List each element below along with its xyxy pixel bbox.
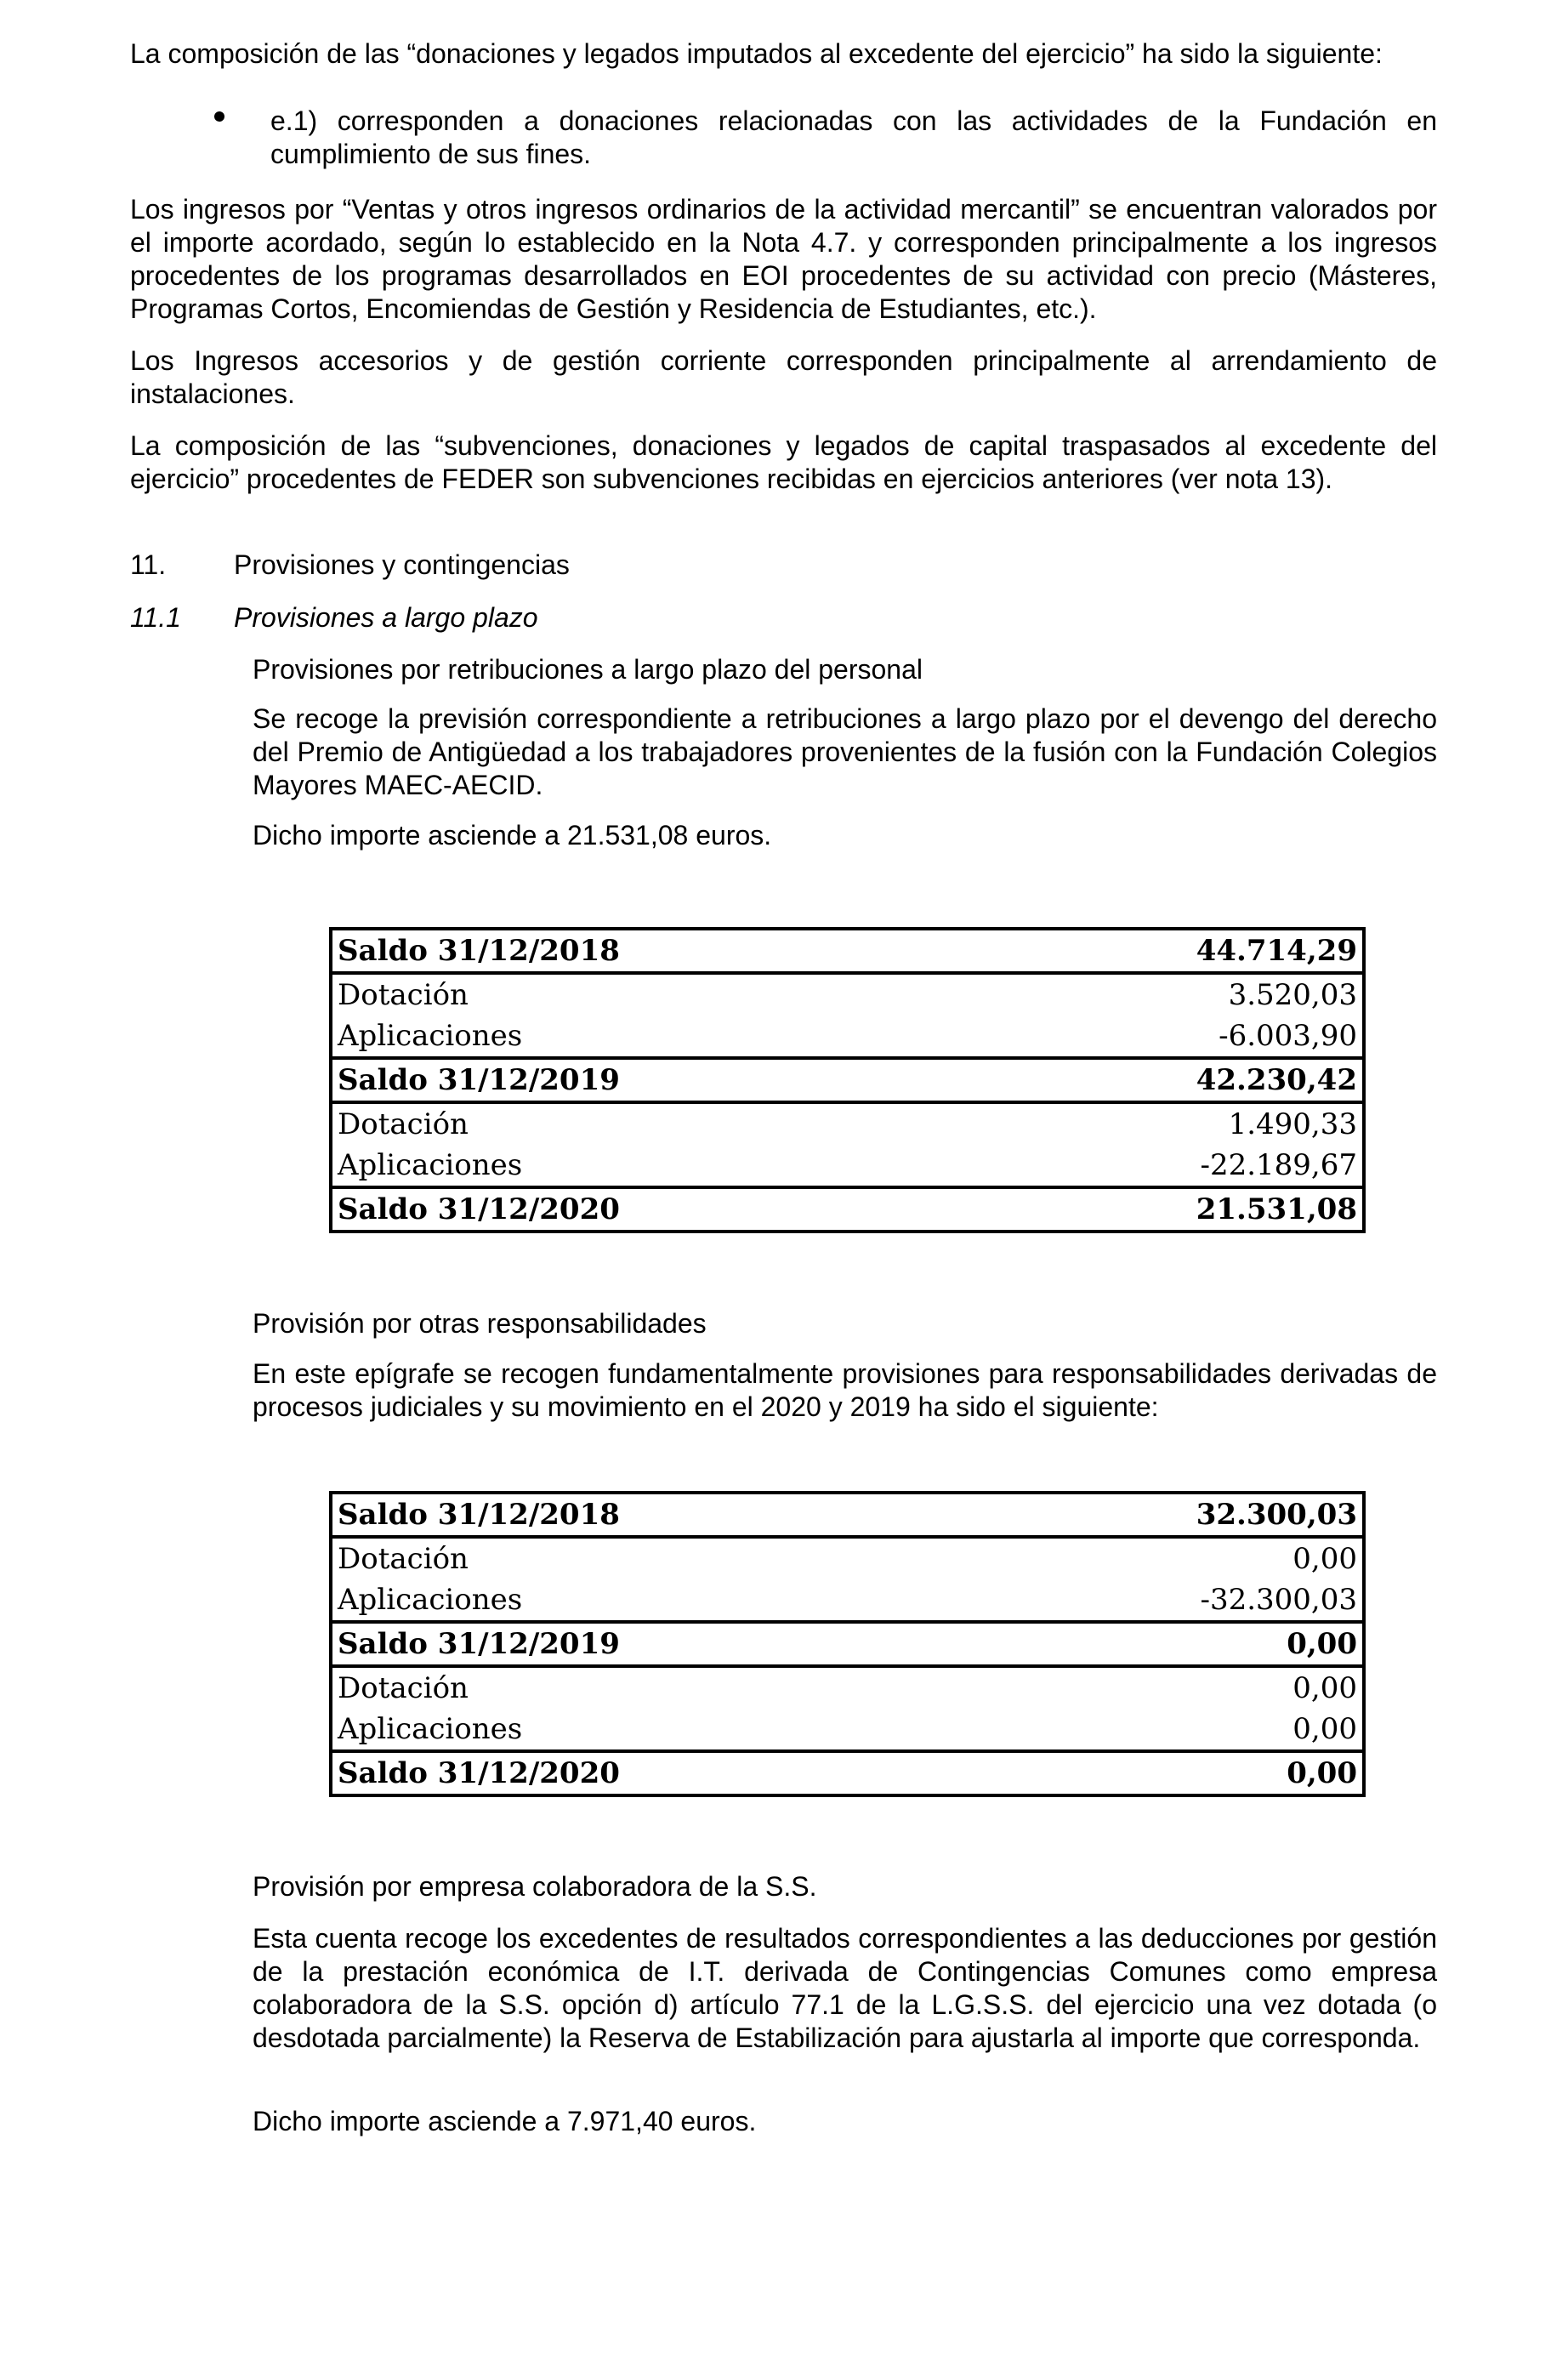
row-label: Aplicaciones: [338, 1583, 523, 1617]
row-value: 21.531,08: [848, 1187, 1365, 1232]
row-value: 44.714,29: [848, 929, 1365, 973]
row-label: Aplicaciones: [338, 1148, 523, 1182]
table-row: [331, 1493, 1364, 1537]
table-row: [331, 1187, 1364, 1232]
colaboradora-heading: Provisión por empresa colaboradora de la S.S.: [253, 1871, 817, 1902]
row-label: Dotación: [338, 978, 469, 1012]
retribuciones-amount-line: Dicho importe asciende a 21.531,08 euros.: [253, 820, 772, 851]
row-label: Saldo 31/12/2019: [331, 1622, 848, 1666]
row-value: 0,00: [848, 1751, 1365, 1795]
row-value: 0,00: [1292, 1712, 1357, 1746]
section-number: 11.: [130, 549, 167, 580]
table-row: [331, 1709, 1364, 1751]
row-value: -22.189,67: [1200, 1148, 1357, 1182]
row-label: Saldo 31/12/2020: [331, 1751, 848, 1795]
row-label: Aplicaciones: [338, 1019, 523, 1053]
retribuciones-heading: Provisiones por retribuciones a largo plazo del personal: [253, 654, 923, 685]
retribuciones-paragraph: Se recoge la previsión correspondiente a retribuciones a largo plazo por el devengo del derecho del Premio de Antigüedad a los trabajadores provenientes de la fusión con la Fundación Colegios Mayores MAEC-AECID.: [253, 703, 1437, 800]
row-value: 1.490,33: [1228, 1107, 1357, 1141]
responsabilidades-balance-table: [329, 1491, 1366, 1797]
section-title: Provisiones y contingencias: [234, 549, 570, 580]
row-label: Dotación: [338, 1542, 469, 1576]
responsabilidades-paragraph: En este epígrafe se recogen fundamentalmente provisiones para responsabilidades derivadas de procesos judiciales y su movimiento en el 2020 y 2019 ha sido el siguiente:: [253, 1358, 1437, 1422]
row-label: Dotación: [338, 1671, 469, 1705]
row-value: 3.520,03: [1228, 978, 1357, 1012]
row-value: 42.230,42: [848, 1058, 1365, 1102]
paragraph-feder: La composición de las “subvenciones, donaciones y legados de capital traspasados al excedente del ejercicio” procedentes de FEDER son subvenciones recibidas en ejercicios anteriores (ver nota 13).: [130, 430, 1437, 494]
table-row: [331, 1579, 1364, 1622]
row-value: -6.003,90: [1219, 1019, 1357, 1053]
bullet-dot-icon: [214, 111, 224, 122]
subsection-title: Provisiones a largo plazo: [234, 602, 538, 633]
row-label: Saldo 31/12/2019: [331, 1058, 848, 1102]
bullet-item: e.1) corresponden a donaciones relacionadas con las actividades de la Fundación en cumplimiento de sus fines.: [270, 105, 1437, 169]
table-row: [331, 1622, 1364, 1666]
table-row: [331, 1145, 1364, 1187]
table-row: [331, 929, 1364, 973]
colaboradora-amount-line: Dicho importe asciende a 7.971,40 euros.: [253, 2106, 757, 2136]
retribuciones-balance-table: [329, 927, 1366, 1233]
colaboradora-paragraph: Esta cuenta recoge los excedentes de resultados correspondientes a las deducciones por gestión de la prestación económica de I.T. derivada de Contingencias Comunes como empresa colaboradora de la S.S. opción d) artículo 77.1 de la L.G.S.S. del ejercicio una vez dotada (o desdotada parcialmente) la Reserva de Estabilización para ajustarla al importe que corresponda.: [253, 1923, 1437, 2053]
table-row: [331, 1102, 1364, 1145]
table-row: [331, 1666, 1364, 1709]
row-value: 0,00: [1292, 1542, 1357, 1576]
table-row: [331, 1016, 1364, 1058]
table-row: [331, 1058, 1364, 1102]
row-label: Saldo 31/12/2018: [331, 929, 848, 973]
row-label: Dotación: [338, 1107, 469, 1141]
row-value: 0,00: [1292, 1671, 1357, 1705]
responsabilidades-heading: Provisión por otras responsabilidades: [253, 1308, 707, 1339]
row-value: 32.300,03: [848, 1493, 1365, 1537]
table-row: [331, 1751, 1364, 1795]
paragraph-ventas: Los ingresos por “Ventas y otros ingresos ordinarios de la actividad mercantil” se encuentran valorados por el importe acordado, según lo establecido en la Nota 4.7. y corresponden principalmente a los ingresos procedentes de los programas desarrollados en EOI procedentes de su actividad con precio (Másteres, Programas Cortos, Encomiendas de Gestión y Residencia de Estudiantes, etc.).: [130, 194, 1437, 324]
intro-line: La composición de las “donaciones y legados imputados al excedente del ejercicio” ha sido la siguiente:: [130, 38, 1383, 69]
table-row: [331, 1537, 1364, 1579]
paragraph-accesorios: Los Ingresos accesorios y de gestión corriente corresponden principalmente al arrendamiento de instalaciones.: [130, 345, 1437, 409]
row-label: Aplicaciones: [338, 1712, 523, 1746]
subsection-number: 11.1: [130, 602, 181, 633]
row-label: Saldo 31/12/2020: [331, 1187, 848, 1232]
row-label: Saldo 31/12/2018: [331, 1493, 848, 1537]
table-row: [331, 973, 1364, 1016]
row-value: -32.300,03: [1200, 1583, 1357, 1617]
row-value: 0,00: [848, 1622, 1365, 1666]
